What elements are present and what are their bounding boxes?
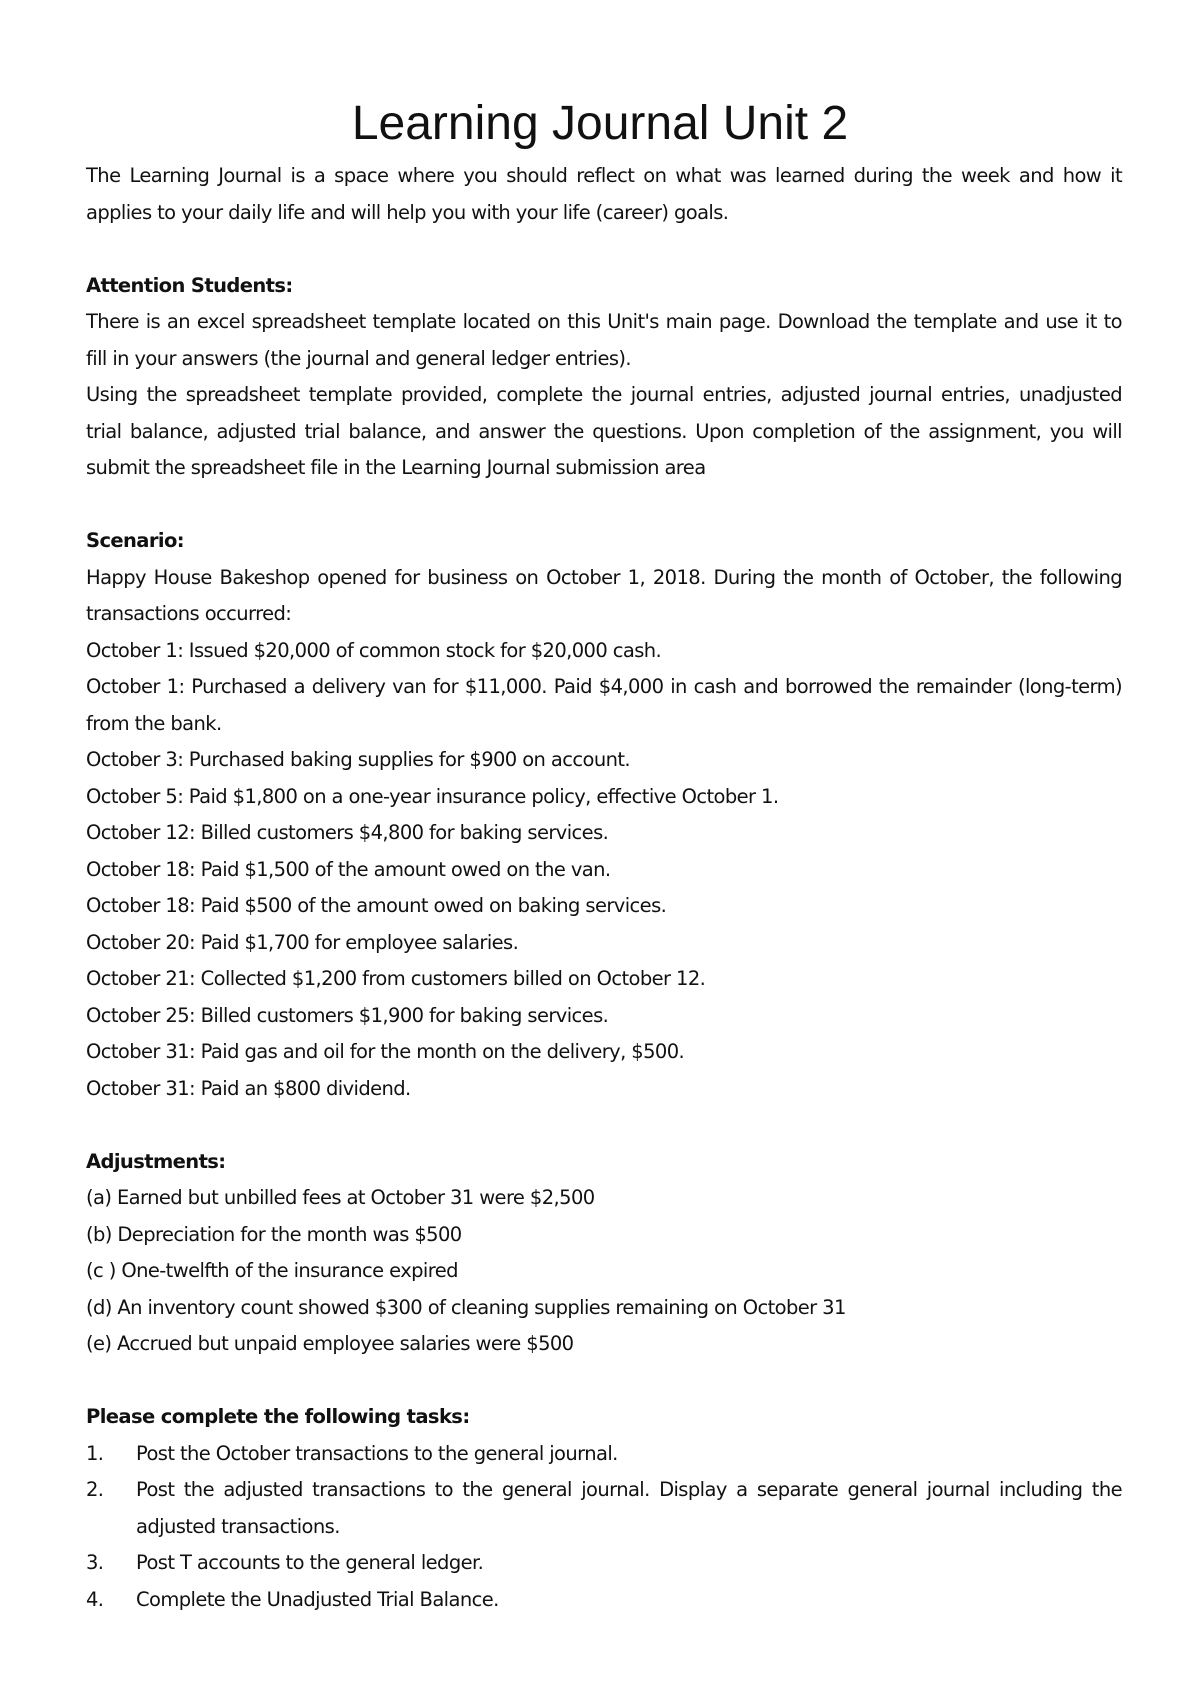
task-number: 4. <box>86 1587 104 1611</box>
transaction-line: October 1: Issued $20,000 of common stock for $20,000 cash. <box>86 638 662 662</box>
transaction-line: October 21: Collected $1,200 from customers billed on October 12. <box>86 967 706 990</box>
scenario-heading: Scenario: <box>86 529 184 552</box>
task-item <box>86 1472 1122 1545</box>
task-text: Post the October transactions to the general journal. <box>136 1441 618 1465</box>
transaction-line: October 3: Purchased baking supplies for $900 on account. <box>86 748 630 771</box>
tasks-list <box>86 1436 1122 1619</box>
page-title: Learning Journal Unit 2 <box>351 97 849 150</box>
spacer <box>86 487 1122 524</box>
adjustment-line: (b) Depreciation for the month was $500 <box>86 1222 462 1246</box>
transaction-line: October 25: Billed customers $1,900 for baking services. <box>86 1003 609 1027</box>
transaction-line: October 31: Paid gas and oil for the month on the delivery, $500. <box>86 1040 685 1063</box>
transaction-line: October 18: Paid $1,500 of the amount owed on the van. <box>86 857 611 881</box>
task-text: Post T accounts to the general ledger. <box>136 1551 484 1574</box>
transaction-line: October 5: Paid $1,800 on a one-year insurance policy, effective October 1. <box>86 784 779 808</box>
transaction-line: October 31: Paid an $800 dividend. <box>86 1076 411 1100</box>
transaction-line: October 18: Paid $500 of the amount owed on baking services. <box>86 894 667 917</box>
task-number: 2. <box>86 1478 104 1501</box>
attention-paragraph: Using the spreadsheet template provided, complete the journal entries, adjusted journal entries, unadjusted trial balance, adjusted trial balance, and answer the questions. Upon completion of the assignment, you will submit the spreadsheet file in the Learning Journal submission area <box>86 383 1122 479</box>
task-text: Complete the Unadjusted Trial Balance. <box>136 1587 499 1611</box>
task-number: 3. <box>86 1551 104 1574</box>
transaction-line: October 20: Paid $1,700 for employee salaries. <box>86 930 519 954</box>
task-item <box>86 1545 1122 1582</box>
transaction-line: October 12: Billed customers $4,800 for baking services. <box>86 821 609 844</box>
adjustments-heading: Adjustments: <box>86 1149 226 1173</box>
document-body <box>86 158 1122 1618</box>
spacer <box>86 1363 1122 1400</box>
task-item <box>86 1436 1122 1473</box>
task-item <box>86 1582 1122 1619</box>
tasks-heading: Please complete the following tasks: <box>86 1405 470 1428</box>
task-number: 1. <box>86 1441 104 1465</box>
adjustment-line: (d) An inventory count showed $300 of cleaning supplies remaining on October 31 <box>86 1295 846 1319</box>
adjustment-line: (a) Earned but unbilled fees at October 31 were $2,500 <box>86 1186 595 1209</box>
spacer <box>86 1107 1122 1144</box>
task-text: Post the adjusted transactions to the general journal. Display a separate general journal including the adjusted transactions. <box>136 1478 1122 1538</box>
attention-paragraph: There is an excel spreadsheet template located on this Unit's main page. Download the template and use it to fill in your answers (the journal and general ledger entries). <box>86 310 1122 370</box>
adjustment-line: (c ) One-twelfth of the insurance expired <box>86 1259 458 1282</box>
transaction-line: October 1: Purchased a delivery van for $11,000. Paid $4,000 in cash and borrowed the remainder (long-term) from the bank. <box>86 675 1122 735</box>
spacer <box>86 231 1122 268</box>
attention-heading: Attention Students: <box>86 273 293 297</box>
scenario-intro: Happy House Bakeshop opened for business on October 1, 2018. During the month of October, the following transactions occurred: <box>86 565 1122 625</box>
intro-paragraph: The Learning Journal is a space where you should reflect on what was learned during the week and how it applies to your daily life and will help you with your life (career) goals. <box>86 164 1122 224</box>
adjustment-line: (e) Accrued but unpaid employee salaries were $500 <box>86 1332 574 1355</box>
